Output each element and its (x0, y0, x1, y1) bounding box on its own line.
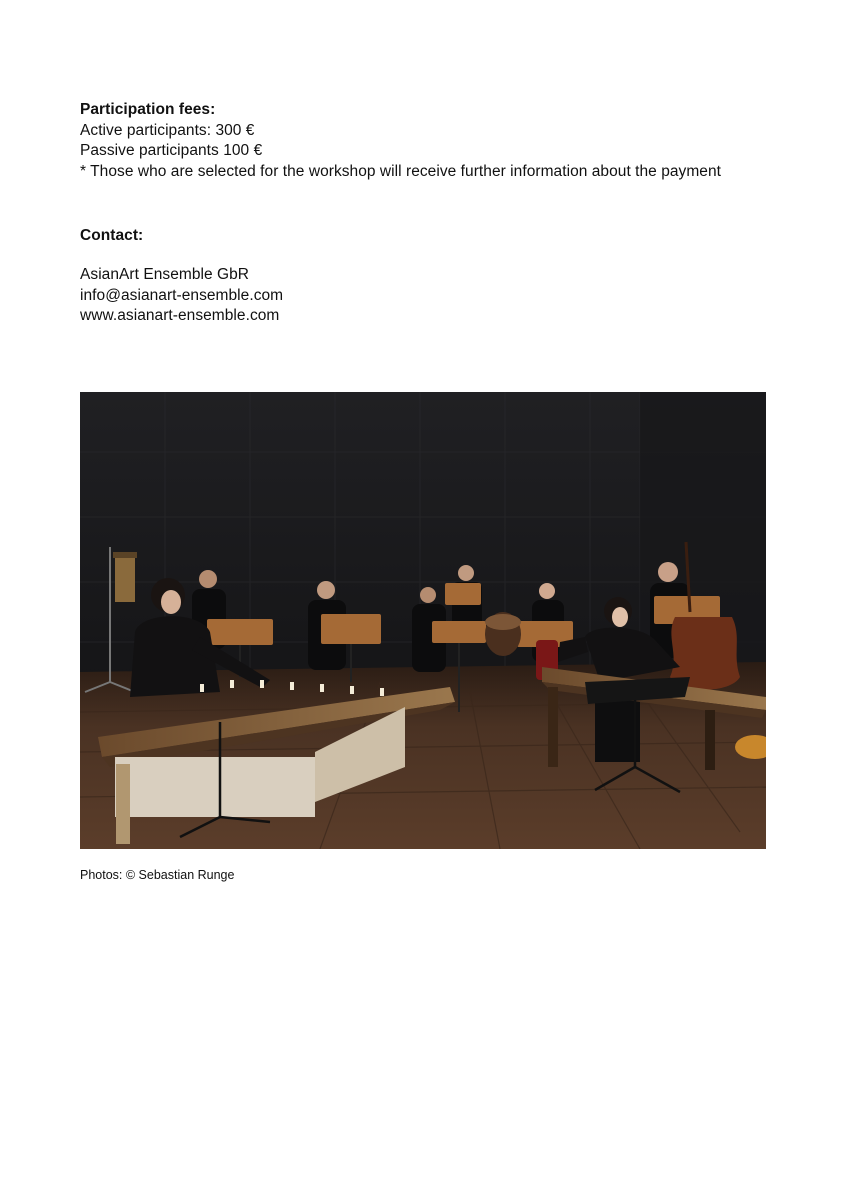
fee-passive: Passive participants 100 € (80, 142, 263, 159)
ensemble-photo (80, 392, 766, 849)
participation-fees-section (80, 100, 721, 182)
fee-active: Active participants: 300 € (80, 121, 255, 139)
contact-section (80, 226, 143, 247)
contact-heading: Contact: (80, 227, 144, 244)
contact-organization: AsianArt Ensemble GbR (80, 266, 250, 283)
drum (485, 612, 521, 656)
contact-details (80, 265, 283, 327)
contact-email[interactable]: info@asianart-ensemble.com (80, 286, 284, 304)
contact-website[interactable]: www.asianart-ensemble.com (80, 307, 280, 324)
fees-heading: Participation fees: (80, 101, 216, 118)
fees-note: * Those who are selected for the workshop will receive further information about the payment (80, 162, 722, 180)
photo-caption: Photos: © Sebastian Runge (80, 868, 235, 882)
